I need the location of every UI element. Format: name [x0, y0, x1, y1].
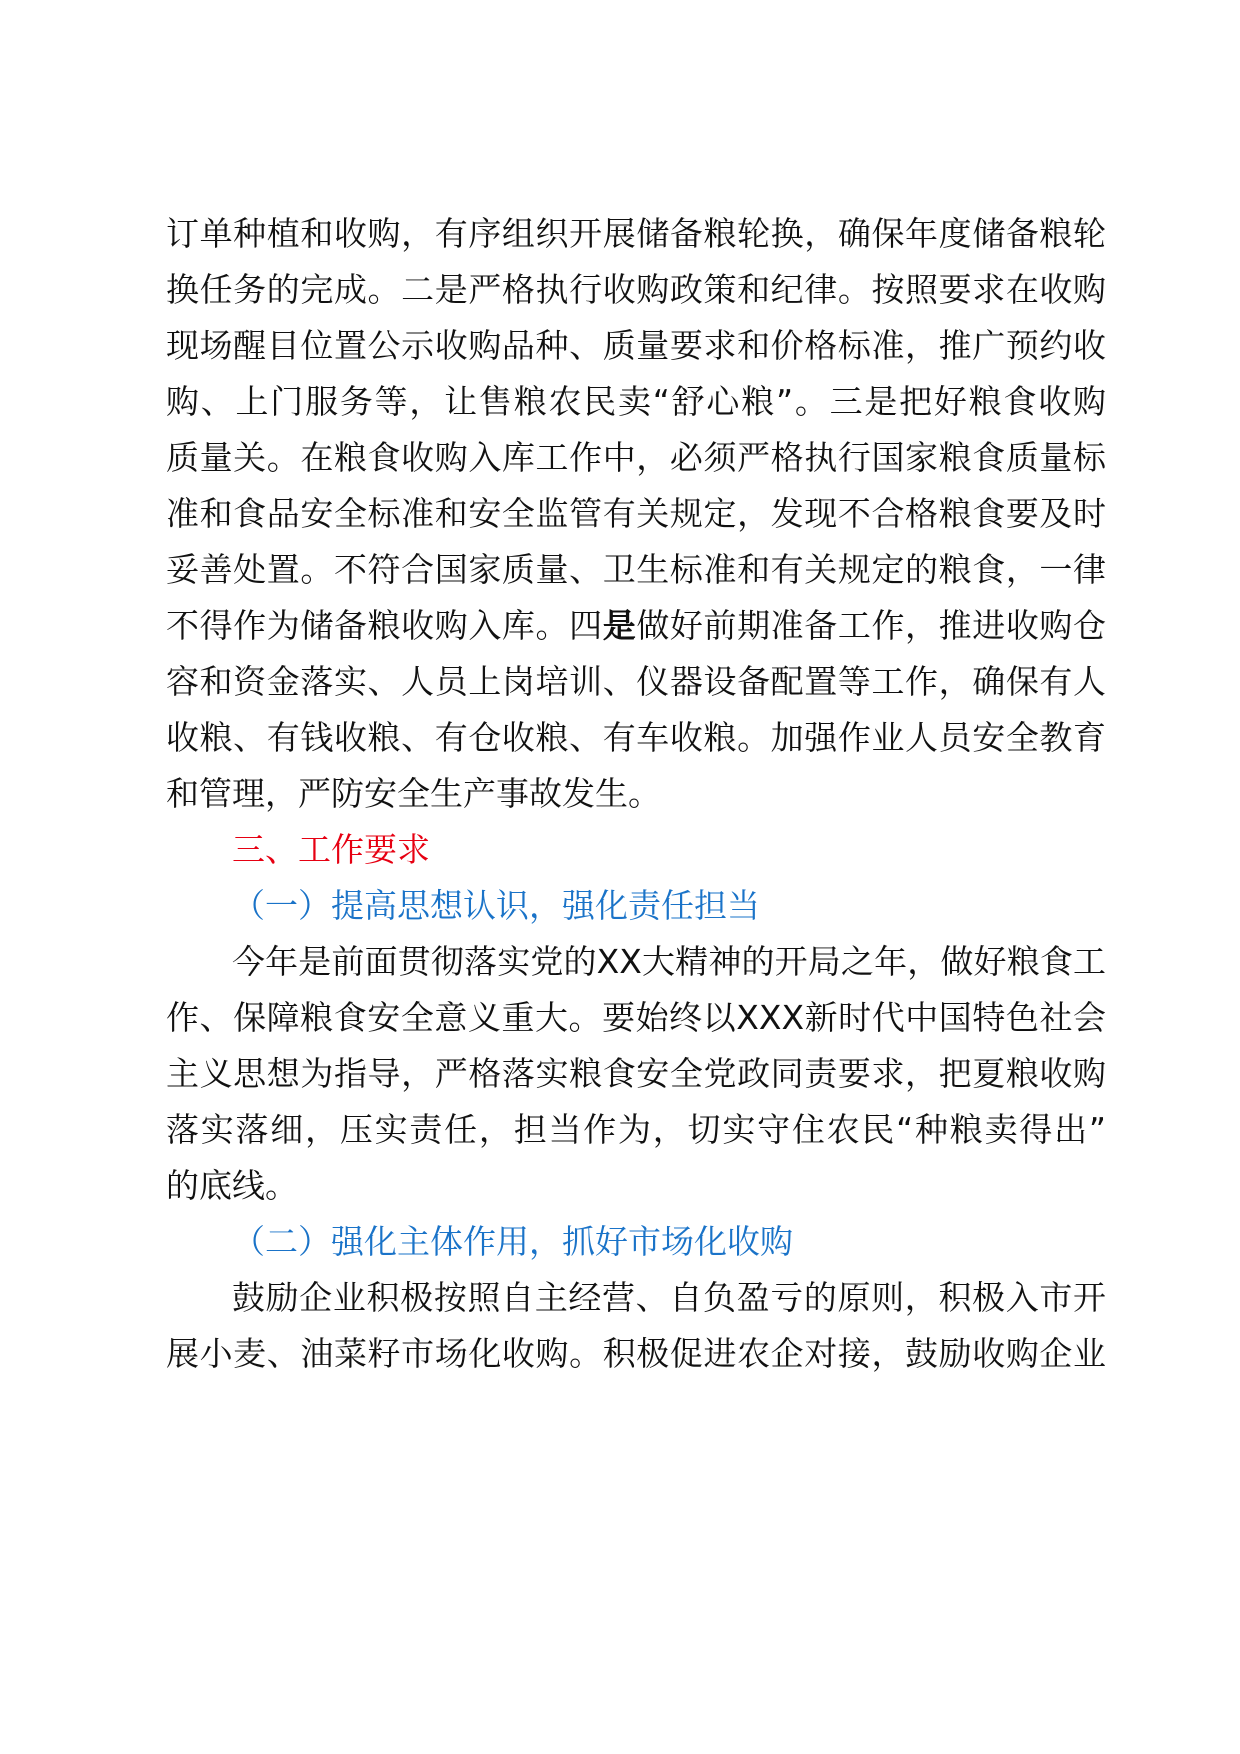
body-line: 收粮、有钱收粮、有仓收粮、有车收粮。加强作业人员安全教育 [166, 718, 1106, 757]
body-line: 订单种植和收购，有序组织开展储备粮轮换，确保年度储备粮轮 [166, 214, 1106, 253]
body-line: 作、保障粮食安全意义重大。要始终以XXX新时代中国特色社会 [166, 998, 1106, 1037]
section-heading: 三、工作要求 [232, 830, 430, 869]
body-line: 妥善处置。不符合国家质量、卫生标准和有关规定的粮食，一律 [166, 550, 1106, 589]
body-line: 展小麦、油菜籽市场化收购。积极促进农企对接，鼓励收购企业 [166, 1334, 1106, 1373]
subsection-heading: （一）提高思想认识，强化责任担当 [232, 886, 760, 925]
body-text: 做好前期准备工作，推进收购仓 [636, 606, 1107, 645]
subsection-heading: （二）强化主体作用，抓好市场化收购 [232, 1222, 793, 1261]
body-line: 容和资金落实、人员上岗培训、仪器设备配置等工作，确保有人 [166, 662, 1106, 701]
body-line: 和管理，严防安全生产事故发生。 [166, 774, 661, 813]
body-line-with-bold [166, 595, 1106, 657]
bold-text: 是 [602, 606, 637, 645]
body-line: 现场醒目位置公示收购品种、质量要求和价格标准，推广预约收 [166, 326, 1106, 365]
body-line: 鼓励企业积极按照自主经营、自负盈亏的原则，积极入市开 [232, 1278, 1106, 1317]
body-line: 的底线。 [166, 1166, 298, 1205]
body-line: 质量关。在粮食收购入库工作中，必须严格执行国家粮食质量标 [166, 438, 1106, 477]
body-line: 今年是前面贯彻落实党的XX大精神的开局之年，做好粮食工 [232, 942, 1106, 981]
body-line: 准和食品安全标准和安全监管有关规定，发现不合格粮食要及时 [166, 494, 1106, 533]
body-line: 主义思想为指导，严格落实粮食安全党政同责要求，把夏粮收购 [166, 1054, 1106, 1093]
body-line: 换任务的完成。二是严格执行收购政策和纪律。按照要求在收购 [166, 270, 1106, 309]
body-line: 落实落细，压实责任，担当作为，切实守住农民“种粮卖得出” [166, 1110, 1106, 1149]
body-text: 不得作为储备粮收购入库。四 [166, 606, 603, 645]
body-line: 购、上门服务等，让售粮农民卖“舒心粮”。三是把好粮食收购 [166, 382, 1106, 421]
